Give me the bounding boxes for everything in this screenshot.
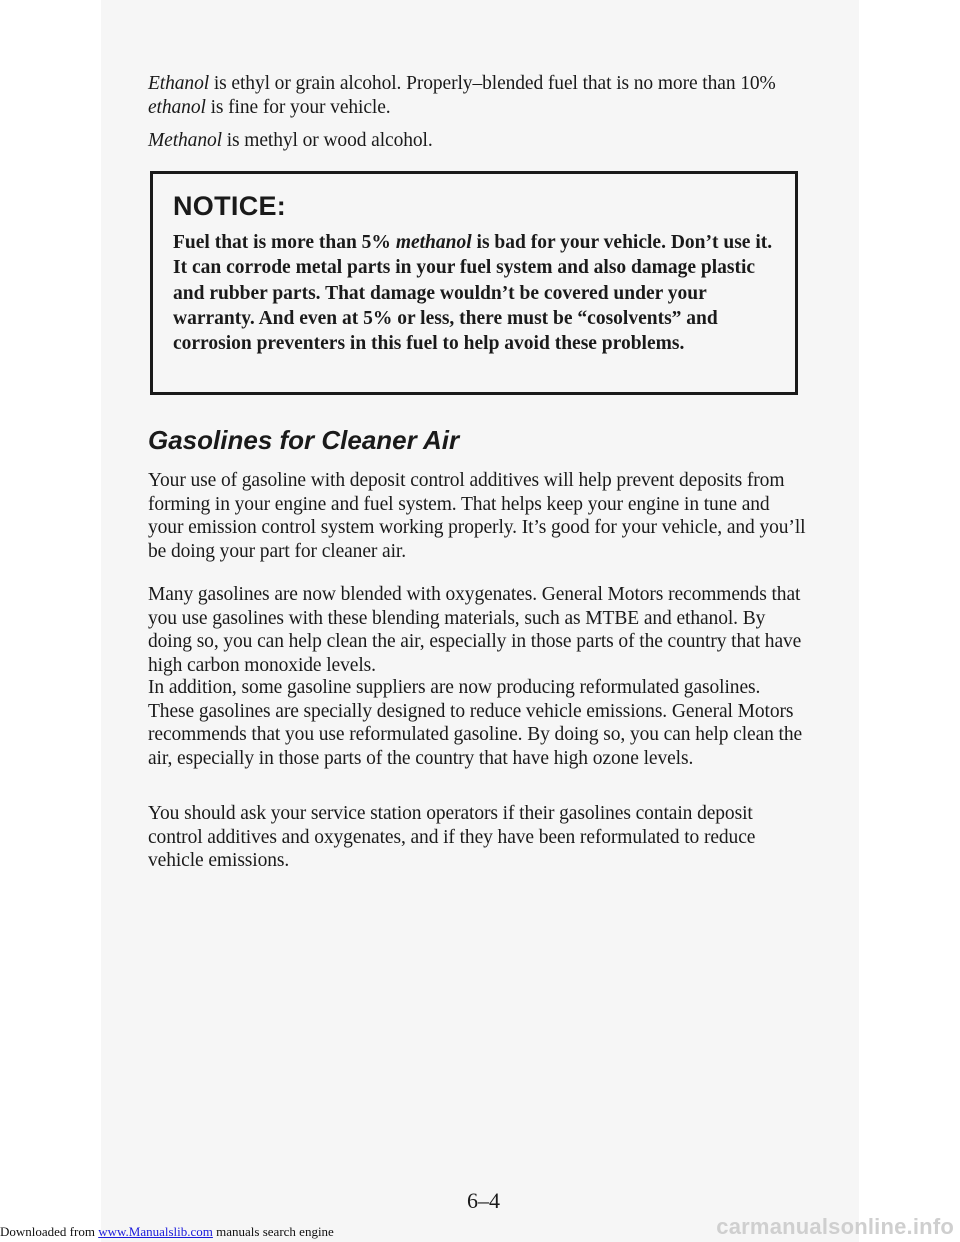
methanol-text: is methyl or wood alcohol. — [221, 130, 433, 151]
notice-methanol-term: methanol — [395, 232, 472, 253]
section-paragraph-4: You should ask your service station operators if their gasolines contain deposit control additives and oxygenates, and if they have been reformulated to reduce vehicle emissions. — [148, 803, 756, 871]
ethanol-term: Ethanol — [148, 73, 210, 94]
footer-suffix: manuals search engine — [212, 1224, 334, 1239]
methanol-paragraph — [148, 129, 808, 153]
download-footer — [0, 1224, 334, 1240]
notice-box — [150, 171, 798, 395]
notice-body-b: is bad for your vehicle. Don’t use it. It can corrode metal parts in your fuel system and also damage plastic and rubber parts. That damage wouldn’t be covered under your warranty. And even at 5% or less, there must be “cosolvents” and corrosion preventers in this fuel to help avoid these problems. — [173, 232, 773, 355]
manualslib-link[interactable]: www.Manualslib.com — [98, 1224, 213, 1239]
ethanol-term-2: ethanol — [148, 96, 206, 118]
notice-body-a: Fuel that is more than 5% — [173, 232, 396, 253]
section-heading: Gasolines for Cleaner Air — [148, 425, 460, 455]
section-paragraph-1: Your use of gasoline with deposit control additives will help prevent deposits from forming in your engine and fuel system. That helps keep your engine in tune and your emission control system working properly. It’s good for your vehicle, and you’ll be doing your part for cleaner air. — [148, 470, 806, 562]
ethanol-paragraph — [148, 72, 808, 119]
footer-prefix: Downloaded from — [0, 1224, 99, 1239]
notice-body — [173, 230, 773, 356]
ethanol-text-a: is ethyl or grain alcohol. Properly–blended fuel that is no more than 10% — [209, 73, 776, 94]
ethanol-text-b: is fine for your vehicle. — [205, 96, 391, 118]
page-number: 6–4 — [467, 1188, 500, 1213]
section-paragraph-2: Many gasolines are now blended with oxygenates. General Motors recommends that you use gasolines with these blending materials, such as MTBE and ethanol. By doing so, you can help clean the air, especially in those parts of the country that have high carbon monoxide levels. — [148, 584, 802, 676]
methanol-term: Methanol — [148, 130, 222, 151]
notice-title: NOTICE: — [173, 191, 287, 221]
section-paragraph-3: In addition, some gasoline suppliers are now producing reformulated gasolines. These gasolines are specially designed to reduce vehicle emissions. General Motors recommends that you use reformulated gasoline. By doing so, you can help clean the air, especially in those parts of the country that have high ozone levels. — [148, 677, 803, 769]
watermark-logo: carmanualsonline.info — [716, 1214, 954, 1239]
